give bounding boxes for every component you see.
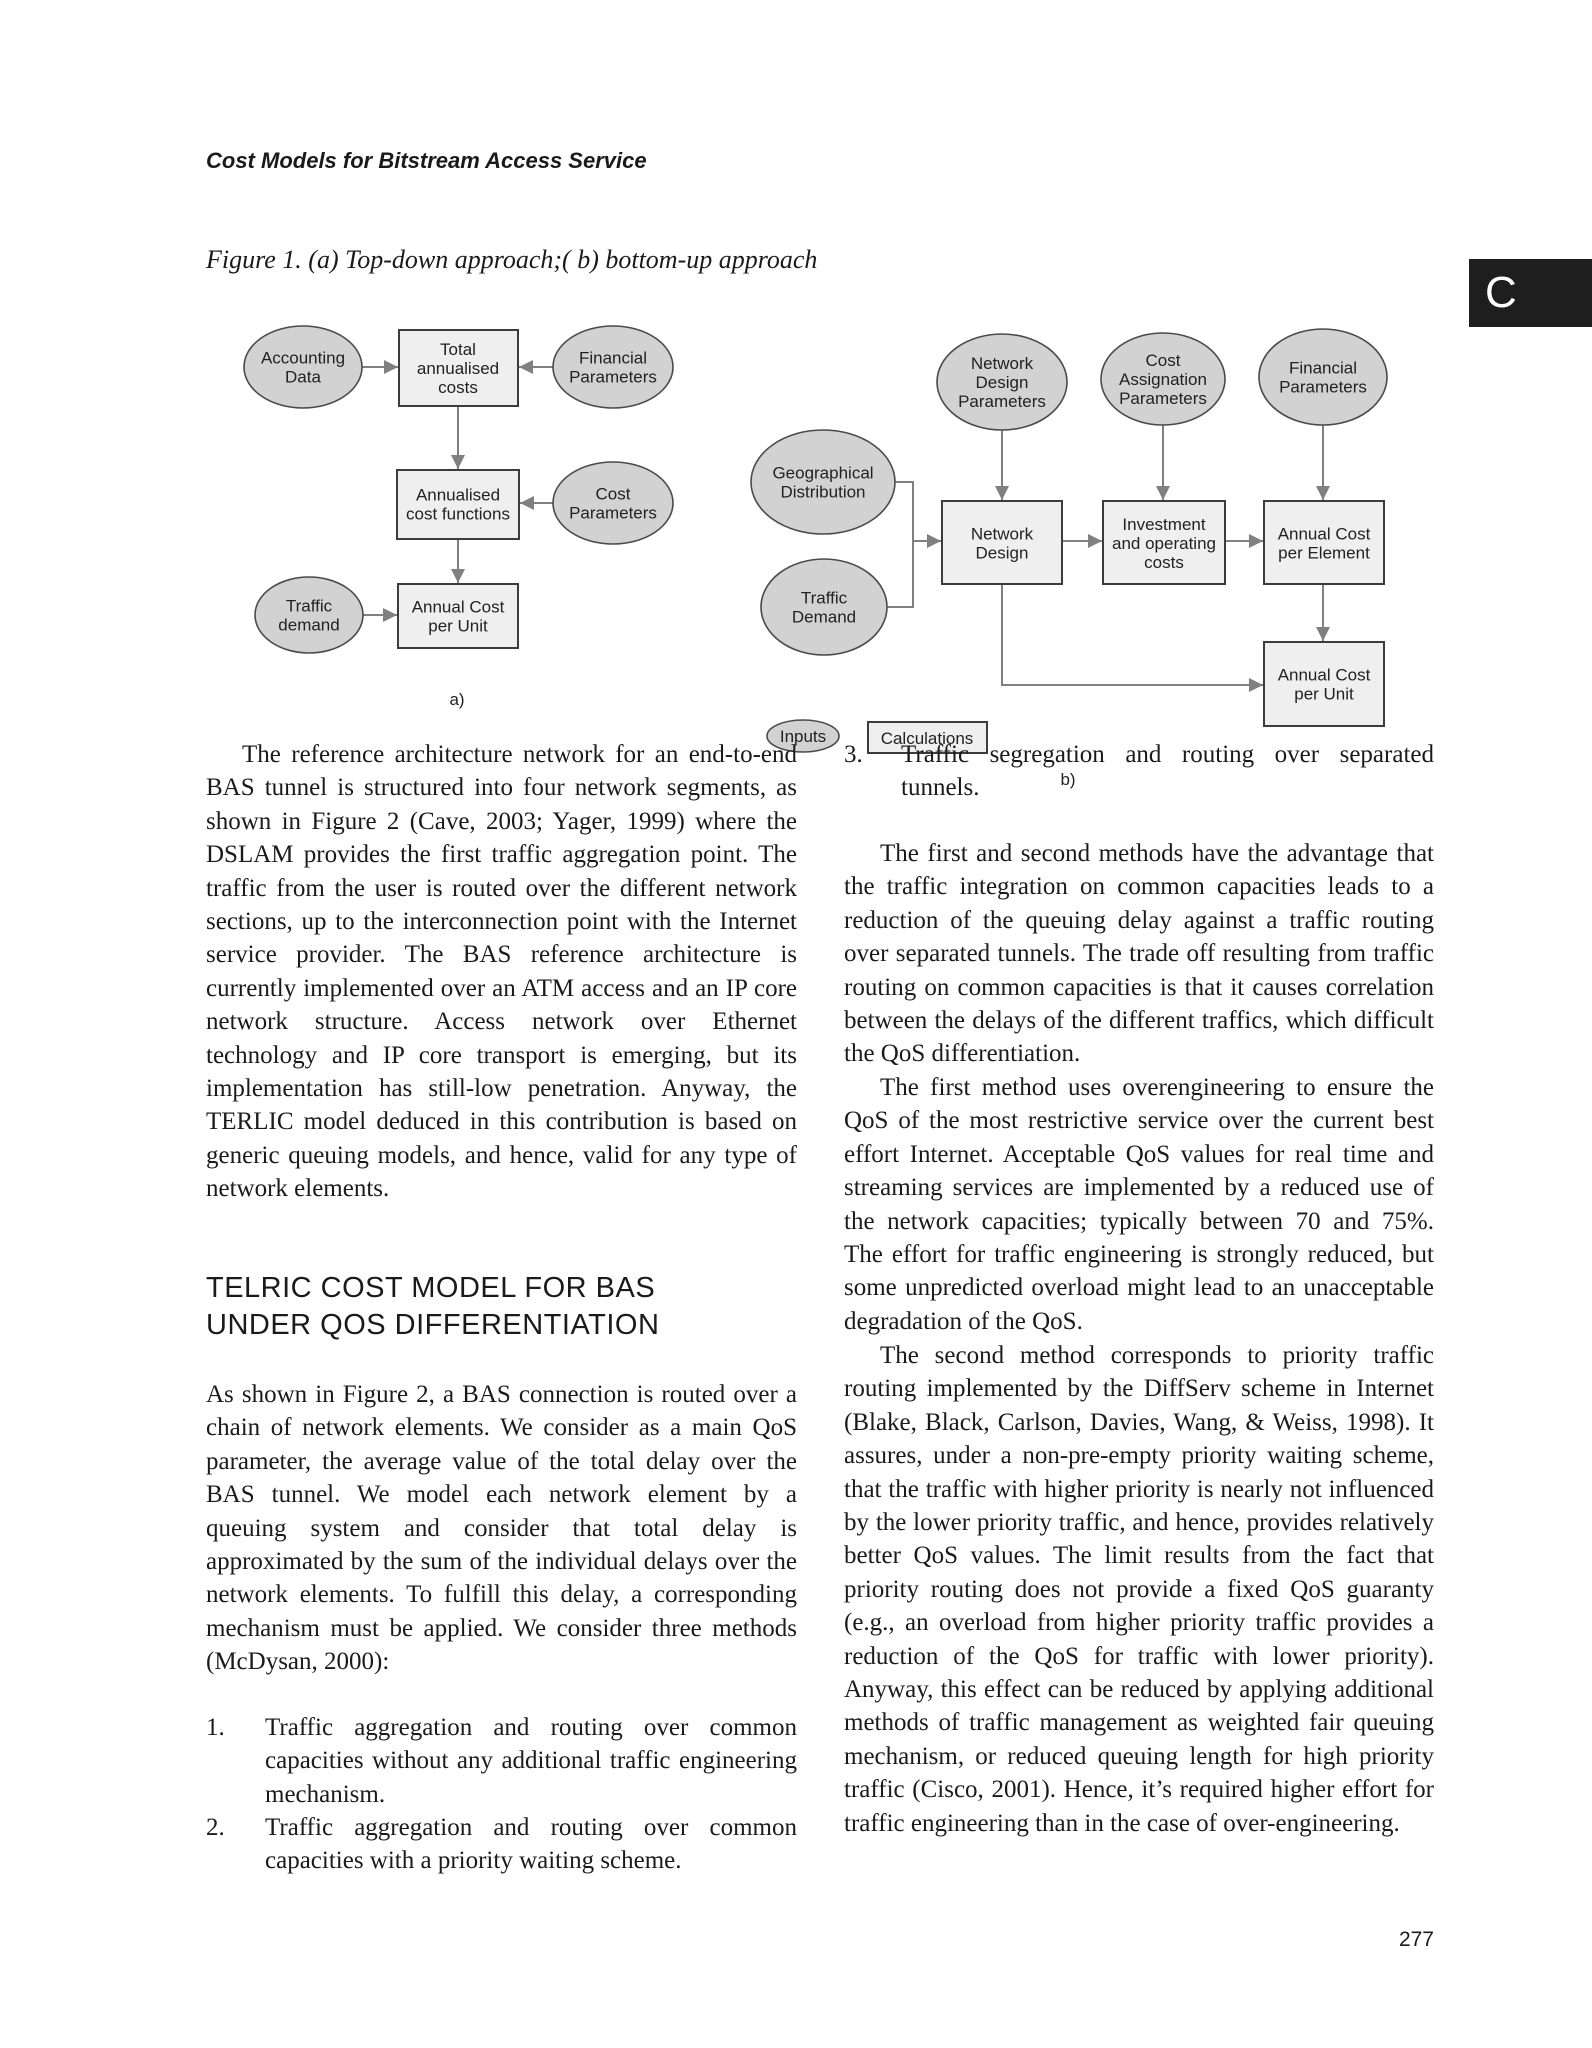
node-label-line: per Unit: [1294, 684, 1354, 704]
node-label-line: annualised: [416, 359, 500, 378]
paragraph: As shown in Figure 2, a BAS connection is routed over a chain of network elements. We consider as a main QoS parameter, the average value of the total delay over the BAS tunnel. We model each network element by a queuing system and consider that total delay is approximated by the sum of the individual delays over the network elements. To fulfill this delay, a corresponding mechanism must be applied. We consider three methods (McDysan, 2000):: [206, 1381, 797, 1676]
node-label: [1279, 359, 1367, 397]
list-number: 3.: [844, 741, 863, 768]
node-label-line: Annual Cost: [1277, 665, 1371, 685]
node-label-line: and operating: [1112, 534, 1216, 553]
diagram-b: [751, 329, 1387, 789]
node-label-line: Network: [970, 354, 1034, 373]
list-text: Traffic segregation and routing over separated tunnels.: [901, 741, 1434, 802]
node-label-line: Financial: [578, 348, 648, 368]
node-label-line: Design: [975, 373, 1029, 392]
node-label: [569, 349, 657, 387]
paragraph: The second method corresponds to priority traffic routing implemented by the DiffServ scheme in Internet (Blake, Black, Carlson, Davies, Wang, & Weiss, 1998). It assures, under a non-pre-empty priority waiting scheme, that the traffic with higher priority is nearly not influenced by the lower priority traffic, and hence, provides relatively better QoS values. The limit results from the fact that priority routing does not provide a fixed QoS guaranty (e.g., an overload from higher priority traffic provides a reduction of the QoS for traffic with lower priority). Anyway, this effect can be reduced by applying additional methods of traffic management as weighted fair queuing mechanism, or reduced queuing length for high priority traffic (Cisco, 2001). Hence, it’s required higher effort for traffic engineering than in the case of over-engineering.: [844, 1342, 1434, 1837]
paragraph: The first method uses overengineering to ensure the QoS of the most restrictive service over the current best effort Internet. Acceptable QoS values for real time and streaming services are implemented by a reduced use of the network capacities; typically between 70 and 75%. The effort for traffic engineering is strongly reduced, but some unpredicted overload might lead to an unacceptable degradation of the QoS.: [844, 1074, 1434, 1335]
list-number: 1.: [206, 1714, 225, 1741]
node-label-line: Annualised: [415, 485, 501, 505]
node-label-line: costs: [1144, 553, 1184, 572]
node-label: [792, 589, 856, 627]
diagram-b-label: b): [1060, 770, 1076, 789]
section-tab: C: [1469, 259, 1592, 327]
node-label-line: Geographical: [772, 463, 874, 483]
list-text: Traffic aggregation and routing over common capacities without any additional traffic engineering mechanism.: [265, 1714, 797, 1808]
list-text: Traffic aggregation and routing over common capacities with a priority waiting scheme.: [265, 1814, 797, 1875]
node-label-line: Cost: [595, 484, 631, 504]
node-label: [278, 597, 339, 635]
list-item: [206, 1711, 797, 1811]
node-label-line: cost functions: [406, 504, 510, 524]
list-number: 2.: [206, 1814, 225, 1841]
running-head: Cost Models for Bitstream Access Service: [206, 148, 647, 173]
node-label-line: Accounting: [260, 348, 346, 368]
node-label: [1278, 525, 1371, 563]
node-label-line: Investment: [1122, 515, 1206, 534]
node-label-line: Parameters: [569, 503, 657, 523]
node-label-line: Data: [285, 367, 321, 387]
heading-line: TELRIC COST MODEL FOR BAS: [206, 1272, 656, 1304]
node-label-line: Traffic: [285, 596, 333, 616]
node-label-line: Parameters: [569, 367, 657, 387]
list-item: [206, 1811, 797, 1878]
node-label-line: Design: [975, 543, 1029, 563]
paragraph: The first and second methods have the advantage that the traffic integration on common capacities leads to a reduction of the queuing delay against a traffic routing over separated tunnels. The trade off resulting from traffic routing on common capacities is that it causes correlation between the delays of the different traffics, which difficult the QoS differentiation.: [844, 840, 1434, 1068]
list-item: [844, 738, 1434, 805]
node-label-line: Parameters: [958, 392, 1046, 411]
heading-line: UNDER QOS DIFFERENTIATION: [206, 1309, 660, 1341]
node-label-line: Annual Cost: [411, 597, 505, 617]
diagram-a: [244, 326, 673, 709]
node-label-line: Parameters: [1119, 389, 1207, 408]
legend-inputs-label: Inputs: [779, 727, 827, 746]
legend-calculations-label: Calculations: [880, 729, 974, 748]
diagram-a-label: a): [449, 690, 465, 709]
node-label-line: Cost: [1145, 351, 1181, 370]
node-label-line: Total: [440, 340, 476, 359]
node-label-line: per Element: [1278, 543, 1370, 563]
node-label-line: per Unit: [428, 616, 488, 636]
arrow: [1002, 584, 1263, 685]
node-label-line: demand: [278, 615, 340, 635]
paragraph: The reference architecture network for an end-to-end BAS tunnel is structured into four network segments, as shown in Figure 2 (Cave, 2003; Yager, 1999) where the DSLAM provides the first traffic aggregation point. The traffic from the user is routed over the different network sections, up to the interconnection point with the Internet service provider. The BAS reference architecture is currently implemented over an ATM access and an IP core network structure. Access network over Ethernet technology and IP core transport is emerging, but its implementation has still-low penetration. Anyway, the TERLIC model deduced in this contribution is based on generic queuing models, and hence, valid for any type of network elements.: [206, 741, 797, 1203]
page-number: 277: [1398, 1928, 1434, 1951]
node-label-line: Assignation: [1119, 370, 1207, 389]
node-label-line: Annual Cost: [1277, 524, 1371, 544]
node-label-line: Distribution: [780, 482, 866, 502]
node-label: [772, 464, 873, 502]
node-label-line: Parameters: [1279, 377, 1367, 397]
section-heading: [206, 1270, 797, 1344]
node-label: [406, 486, 510, 524]
node-label-line: Network: [970, 524, 1034, 544]
node-label-line: Financial: [1288, 358, 1358, 378]
node-label-line: Traffic: [800, 588, 848, 608]
node-label-line: Demand: [791, 607, 857, 627]
node-label: [971, 525, 1034, 563]
figure-caption: Figure 1. (a) Top-down approach;( b) bottom-up approach: [206, 245, 818, 274]
node-label-line: costs: [438, 378, 478, 397]
figure-1: [0, 0, 1592, 800]
